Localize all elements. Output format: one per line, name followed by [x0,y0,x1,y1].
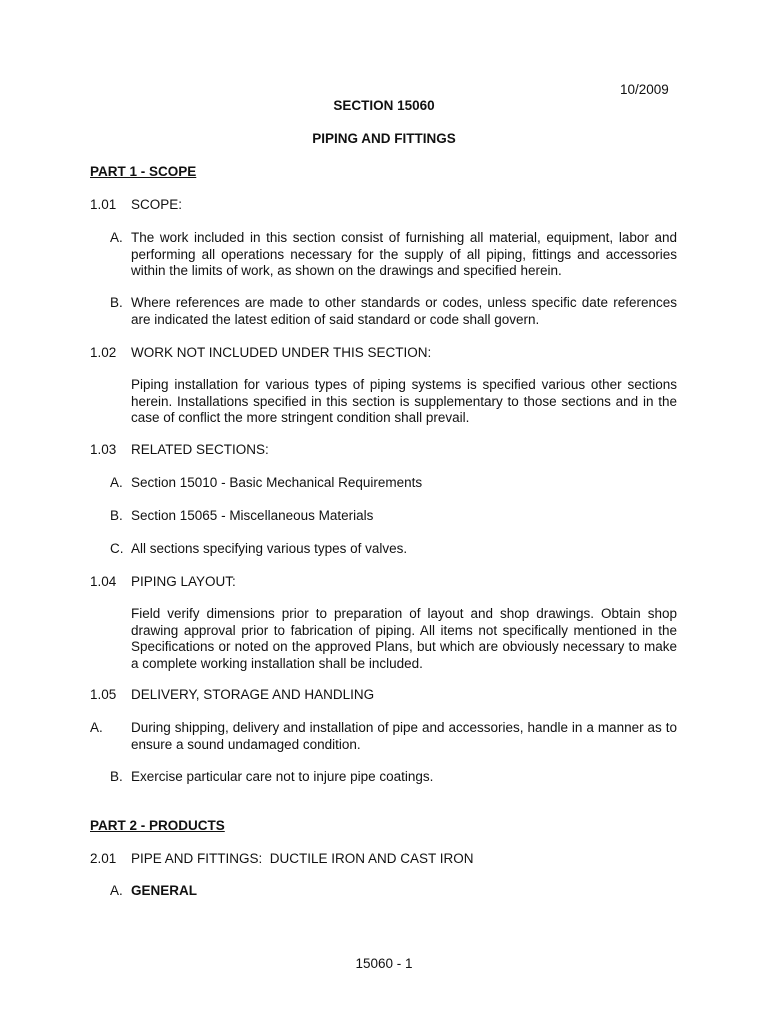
item-1-05-b-letter: B. [110,769,123,784]
section-1-02-number: 1.02 [90,345,117,360]
item-1-05-b-text: Exercise particular care not to injure pipe coatings. [131,769,434,784]
page-number: 15060 - 1 [355,956,413,971]
item-1-01-a-text: The work included in this section consist of furnishing all material, equipment, labor and performing all operations necessary for the supply of all piping, fittings and accessories within the limits of work, as shown on the drawings and specified herein. [131,230,677,278]
part1-heading: PART 1 - SCOPE [90,164,197,179]
section-1-02-title: WORK NOT INCLUDED UNDER THIS SECTION: [131,345,432,360]
item-1-01-a-letter: A. [110,230,123,245]
item-1-03-b-letter: B. [110,508,123,523]
section-1-04-text: Field verify dimensions prior to preparation of layout and shop drawings. Obtain shop drawing approval prior to fabrication of piping. All items not specifically mentioned in the Specifications or noted on the approved Plans, but which are obviously necessary to make a complete working installation shall be included. [131,606,677,671]
section-1-02-text: Piping installation for various types of piping systems is specified various other sections herein. Installations specified in this section is supplementary to those sections and in the case of conflict the more stringent condition shall prevail. [131,377,677,425]
item-1-03-c-text: All sections specifying various types of valves. [131,541,408,556]
section-number: SECTION 15060 [333,98,435,113]
item-1-05-a-text: During shipping, delivery and installation of pipe and accessories, handle in a manner as to ensure a sound undamaged condition. [131,720,677,752]
item-2-01-a-text: GENERAL [131,883,198,898]
item-2-01-a-letter: A. [110,883,123,898]
section-title: PIPING AND FITTINGS [312,131,456,146]
part2-heading: PART 2 - PRODUCTS [90,818,225,833]
item-1-05-a-letter: A. [90,720,103,735]
section-1-04-number: 1.04 [90,574,117,589]
section-1-05-number: 1.05 [90,687,117,702]
item-1-01-b-text: Where references are made to other standards or codes, unless specific date references are indicated the latest edition of said standard or code shall govern. [131,295,677,327]
item-1-03-a-text: Section 15010 - Basic Mechanical Requirements [131,475,423,490]
section-1-01-number: 1.01 [90,197,117,212]
item-1-03-a-letter: A. [110,475,123,490]
section-1-03-number: 1.03 [90,442,117,457]
section-1-05-title: DELIVERY, STORAGE AND HANDLING [131,687,375,702]
item-1-03-b-text: Section 15065 - Miscellaneous Materials [131,508,374,523]
section-1-01-title: SCOPE: [131,197,183,212]
section-1-03-title: RELATED SECTIONS: [131,442,269,457]
section-2-01-number: 2.01 [90,851,117,866]
section-1-04-title: PIPING LAYOUT: [131,574,236,589]
section-2-01-title: PIPE AND FITTINGS: DUCTILE IRON AND CAST IRON [131,851,474,866]
item-1-01-b-letter: B. [110,295,123,310]
document-date: 10/2009 [620,82,669,97]
item-1-03-c-letter: C. [110,541,124,556]
